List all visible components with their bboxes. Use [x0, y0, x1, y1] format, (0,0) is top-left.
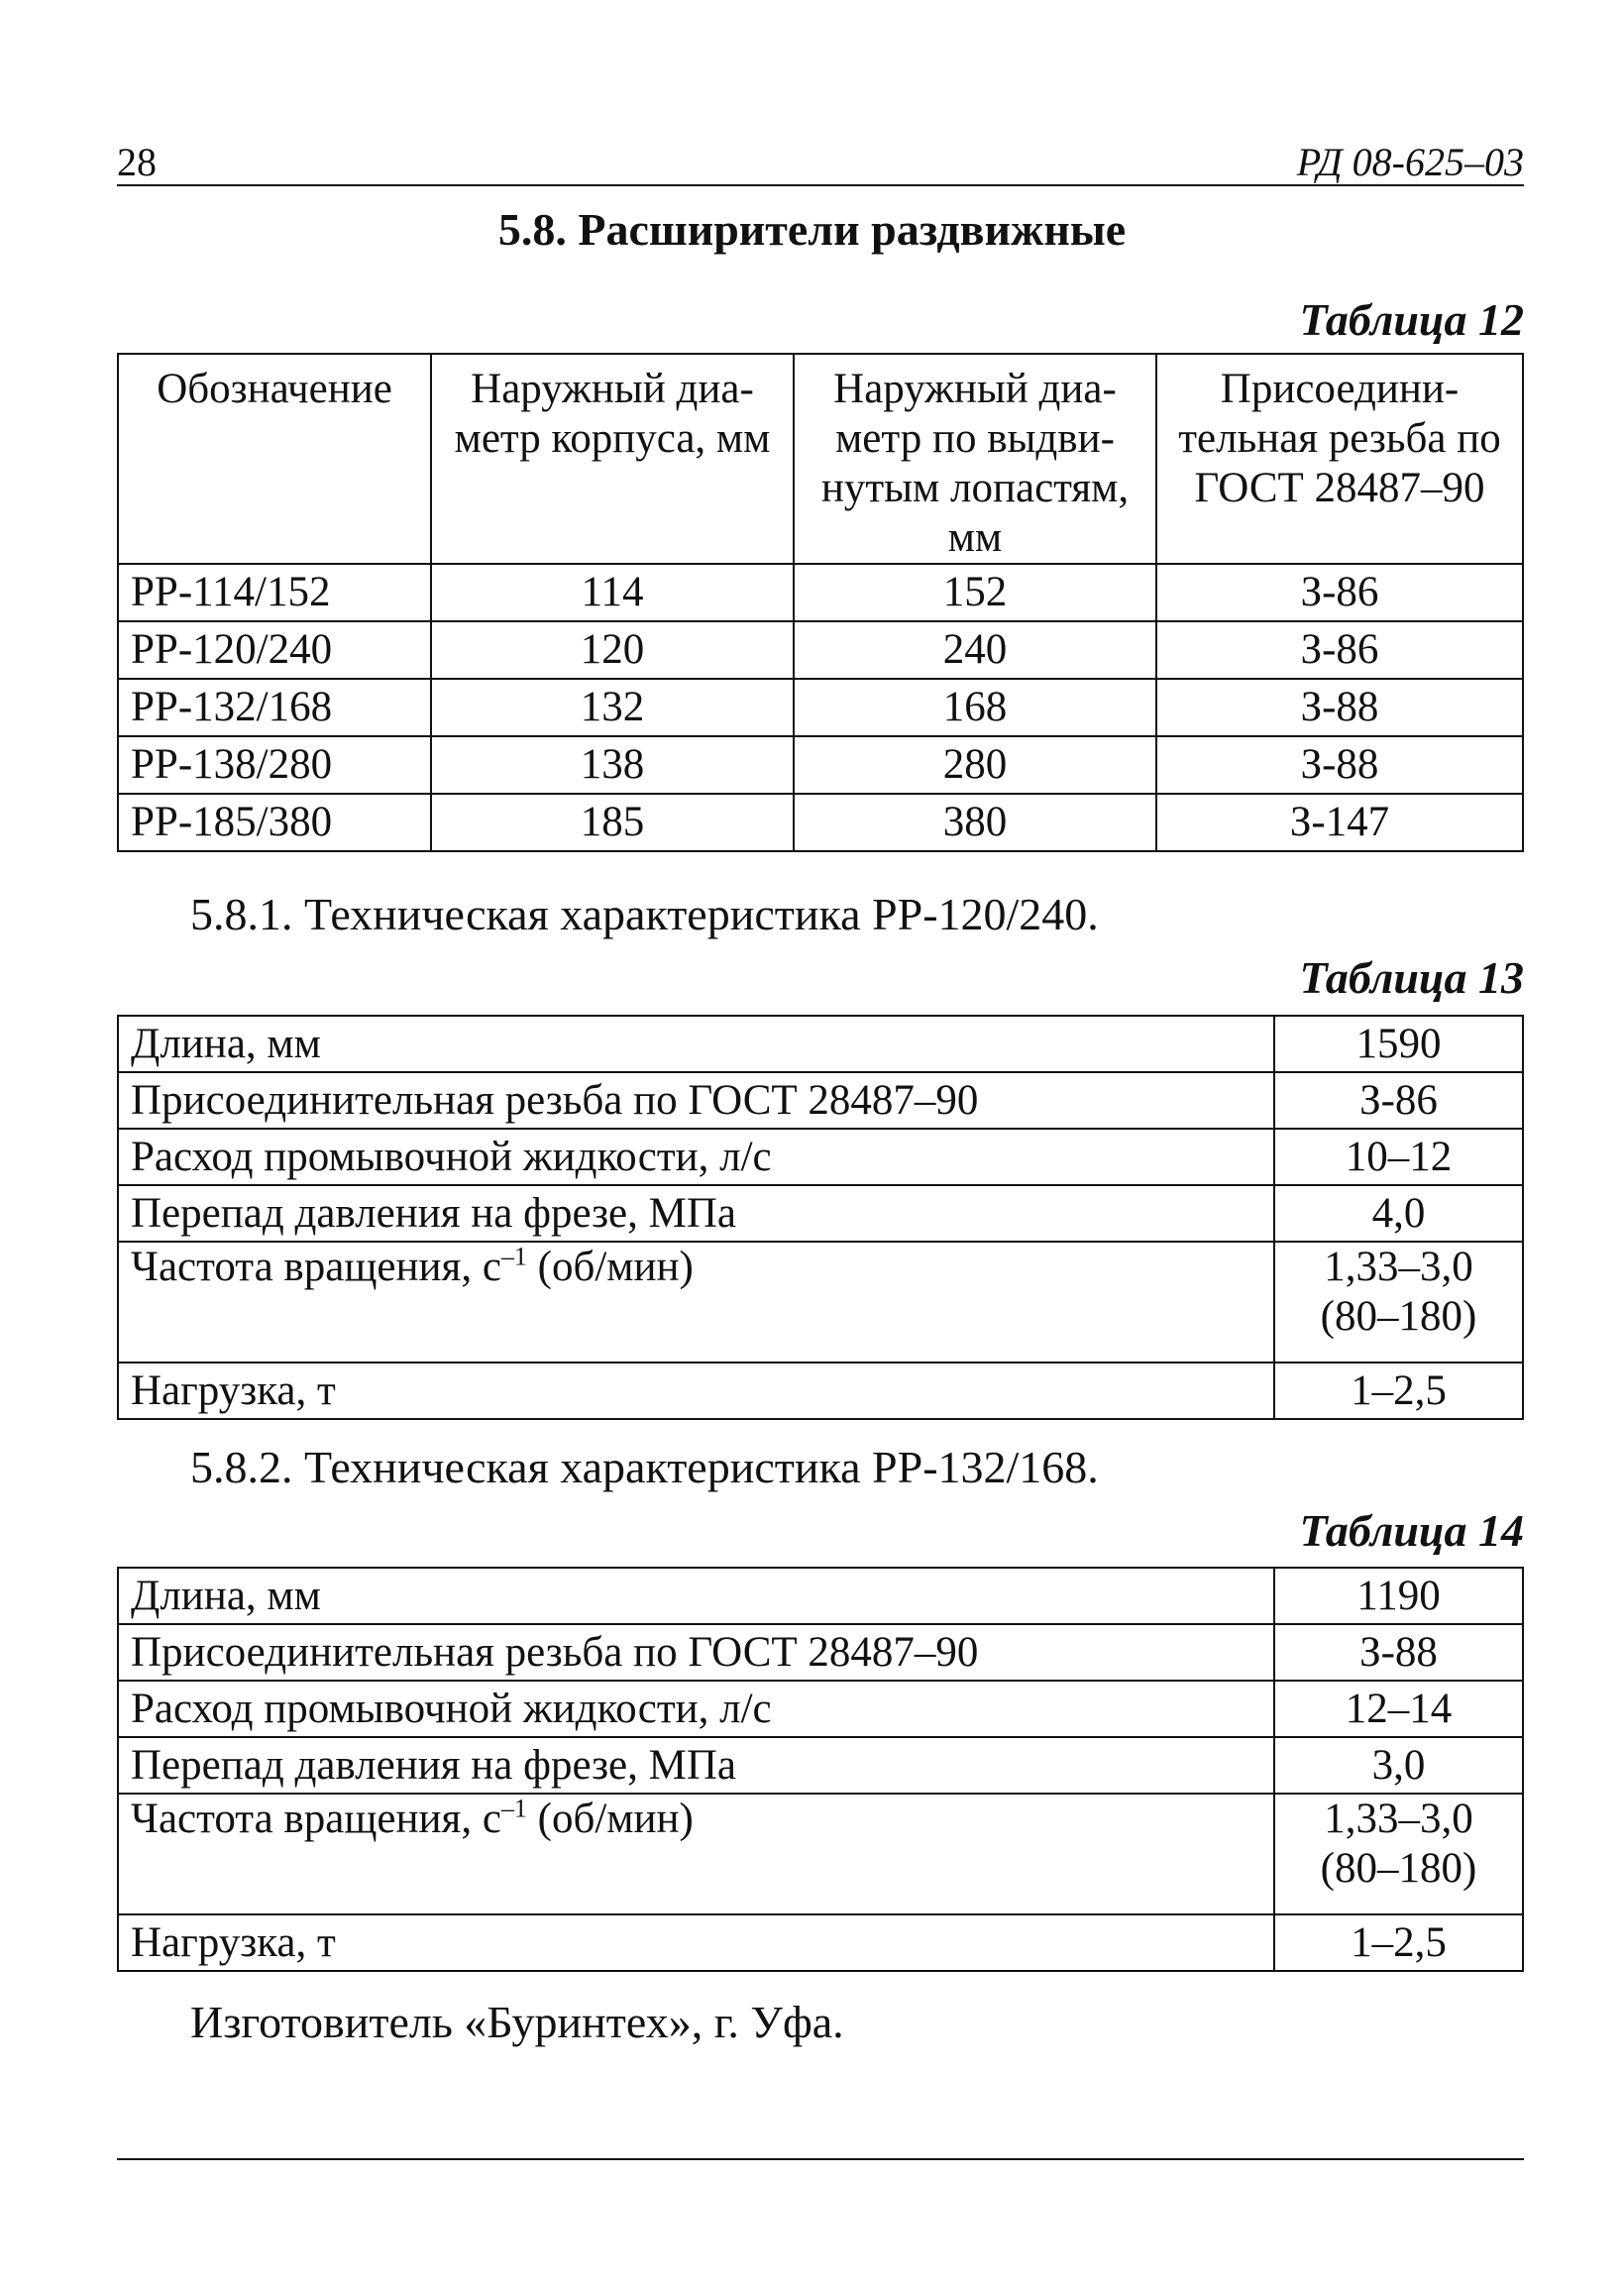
cell-thread: З-88 [1156, 679, 1523, 736]
table-row [118, 1914, 1523, 1971]
section-title: 5.8. Расширители раздвижные [497, 204, 1127, 255]
spec-label: Нагрузка, т [118, 1914, 1274, 1971]
table-row [118, 1363, 1523, 1419]
cell-thread: З-88 [1156, 736, 1523, 794]
table-14 [117, 1567, 1524, 1972]
spec-value-line: (80–180) [1320, 1293, 1477, 1340]
table-14-caption: Таблица 14 [1299, 1505, 1524, 1556]
cell-thread: З-86 [1156, 621, 1523, 679]
spec-value: 4,0 [1274, 1185, 1523, 1242]
table-row [118, 621, 1523, 679]
cell-body-diameter: 114 [431, 564, 794, 621]
spec-value: З-88 [1274, 1624, 1523, 1681]
table-13 [117, 1015, 1524, 1420]
spec-label-superscript: –1 [500, 1242, 527, 1271]
spec-value: 1–2,5 [1274, 1363, 1523, 1419]
spec-value: 1590 [1274, 1016, 1523, 1072]
footer-divider [117, 2158, 1524, 2160]
cell-blade-diameter: 240 [794, 621, 1156, 679]
spec-label-main: Частота вращения, с [131, 1244, 501, 1290]
table-row [118, 1129, 1523, 1185]
spec-label: Перепад давления на фрезе, МПа [118, 1737, 1274, 1794]
cell-blade-diameter: 280 [794, 736, 1156, 794]
page-number: 28 [117, 140, 157, 184]
cell-blade-diameter: 380 [794, 794, 1156, 851]
spec-label: Нагрузка, т [118, 1363, 1274, 1419]
column-header-thread: Присоедини-тельная резьба по ГОСТ 28487–90 [1156, 354, 1523, 564]
cell-body-diameter: 132 [431, 679, 794, 736]
cell-designation: РР-185/380 [118, 794, 431, 851]
spec-value-line: 1,33–3,0 [1324, 1244, 1473, 1290]
spec-value [1274, 1794, 1523, 1914]
column-header-blade-diameter: Наружный диа-метр по выдви-нутым лопастям, мм [794, 354, 1156, 564]
spec-label-superscript: –1 [500, 1794, 527, 1823]
cell-thread: З-86 [1156, 564, 1523, 621]
spec-value-line: (80–180) [1320, 1845, 1477, 1892]
cell-designation: РР-114/152 [118, 564, 431, 621]
cell-designation: РР-138/280 [118, 736, 431, 794]
table-13-caption: Таблица 13 [1299, 952, 1524, 1003]
spec-label: Длина, мм [118, 1568, 1274, 1624]
table-row [118, 1568, 1523, 1624]
table-row [118, 1242, 1523, 1363]
spec-label [118, 1794, 1274, 1914]
table-row [118, 679, 1523, 736]
spec-label: Расход промывочной жидкости, л/с [118, 1681, 1274, 1737]
cell-blade-diameter: 152 [794, 564, 1156, 621]
cell-designation: РР-120/240 [118, 621, 431, 679]
spec-label: Присоединительная резьба по ГОСТ 28487–90 [118, 1624, 1274, 1681]
spec-label-main: Частота вращения, с [131, 1796, 501, 1842]
spec-value [1274, 1242, 1523, 1363]
cell-body-diameter: 120 [431, 621, 794, 679]
table-row [118, 1624, 1523, 1681]
spec-label: Расход промывочной жидкости, л/с [118, 1129, 1274, 1185]
table-row [118, 1737, 1523, 1794]
manufacturer-note: Изготовитель «Буринтех», г. Уфа. [190, 1997, 844, 2047]
spec-value: 10–12 [1274, 1129, 1523, 1185]
table-row [118, 794, 1523, 851]
table-row [118, 1072, 1523, 1129]
spec-label [118, 1242, 1274, 1363]
column-header-designation: Обозначение [118, 354, 431, 564]
spec-label-unit: (об/мин) [526, 1796, 694, 1842]
spec-label: Перепад давления на фрезе, МПа [118, 1185, 1274, 1242]
spec-label: Длина, мм [118, 1016, 1274, 1072]
table-row [118, 736, 1523, 794]
spec-value: 3,0 [1274, 1737, 1523, 1794]
cell-body-diameter: 185 [431, 794, 794, 851]
table-row [118, 1681, 1523, 1737]
spec-value: 1190 [1274, 1568, 1523, 1624]
table-row [118, 1794, 1523, 1914]
cell-thread: З-147 [1156, 794, 1523, 851]
page-header [117, 127, 1524, 186]
table-row [118, 564, 1523, 621]
spec-value: 1–2,5 [1274, 1914, 1523, 1971]
spec-value: 12–14 [1274, 1681, 1523, 1737]
table-header-row [118, 354, 1523, 564]
subsection-5-8-1-heading: 5.8.1. Техническая характеристика РР-120/240. [190, 889, 1099, 939]
table-12-caption: Таблица 12 [1299, 294, 1524, 345]
spec-label: Присоединительная резьба по ГОСТ 28487–90 [118, 1072, 1274, 1129]
table-12 [117, 353, 1524, 852]
cell-blade-diameter: 168 [794, 679, 1156, 736]
spec-label-unit: (об/мин) [526, 1244, 694, 1290]
cell-body-diameter: 138 [431, 736, 794, 794]
subsection-5-8-2-heading: 5.8.2. Техническая характеристика РР-132/168. [190, 1442, 1099, 1492]
spec-value: З-86 [1274, 1072, 1523, 1129]
table-row [118, 1185, 1523, 1242]
document-code: РД 08-625–03 [1296, 140, 1524, 184]
spec-value-line: 1,33–3,0 [1324, 1796, 1473, 1842]
column-header-body-diameter: Наружный диа-метр корпуса, мм [431, 354, 794, 564]
table-row [118, 1016, 1523, 1072]
cell-designation: РР-132/168 [118, 679, 431, 736]
